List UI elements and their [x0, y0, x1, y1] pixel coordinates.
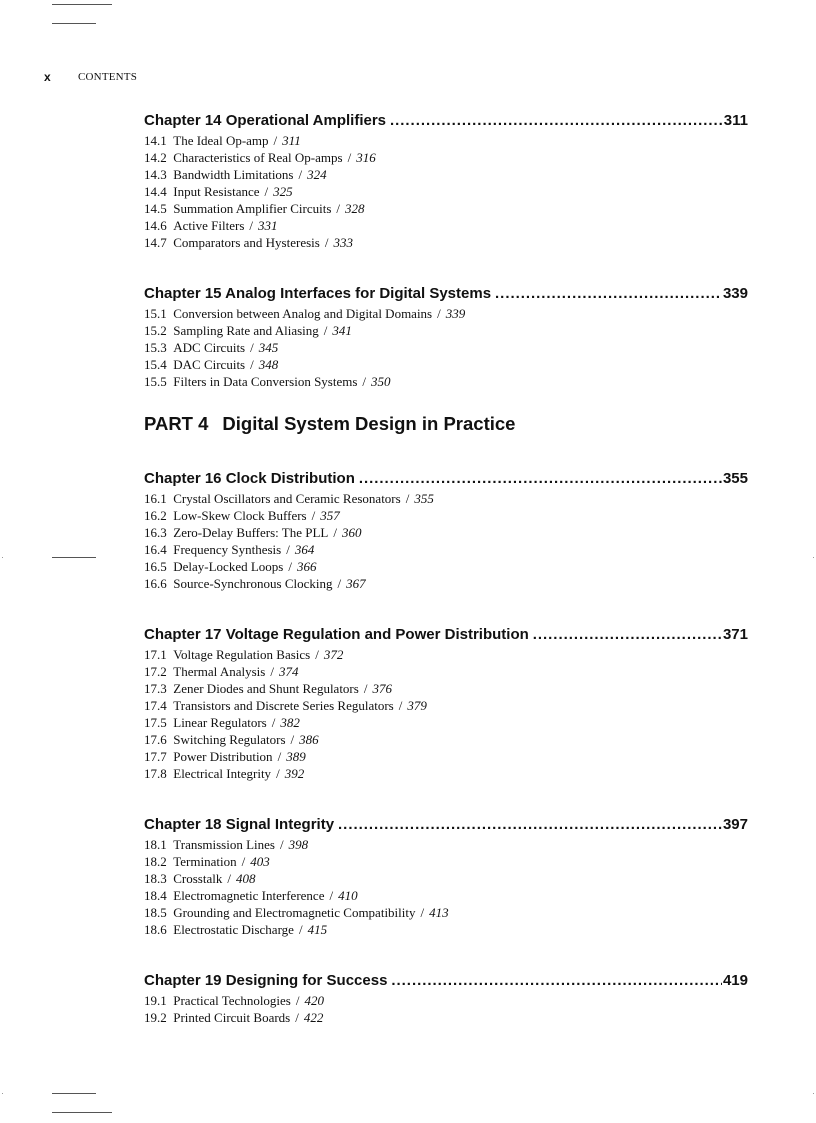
section-page-number: 367 — [346, 576, 366, 591]
separator-slash: / — [363, 681, 368, 696]
chapter-page-number: 311 — [723, 112, 748, 129]
separator-slash: / — [398, 698, 403, 713]
section-title: Low-Skew Clock Buffers — [173, 508, 307, 523]
section-page-number: 366 — [296, 559, 317, 574]
section-entry[interactable] — [144, 149, 748, 166]
crop-mark — [52, 1093, 96, 1094]
section-number: 15.2 — [144, 323, 167, 338]
toc-chapter — [144, 283, 748, 390]
section-number: 18.1 — [144, 837, 167, 852]
section-number: 14.1 — [144, 133, 167, 148]
section-title: Comparators and Hysteresis — [173, 235, 320, 250]
section-number: 14.4 — [144, 184, 167, 199]
toc-chapters-group — [144, 110, 748, 390]
section-entry[interactable] — [144, 575, 748, 592]
section-number: 18.3 — [144, 871, 167, 886]
chapter-title: Chapter 16 Clock Distribution — [144, 470, 355, 487]
separator-slash: / — [362, 374, 367, 389]
separator-slash: / — [333, 525, 337, 540]
section-entry[interactable] — [144, 697, 748, 714]
part-title: Digital System Design in Practice — [222, 413, 516, 434]
section-number: 19.1 — [144, 993, 167, 1008]
section-page-number: 403 — [250, 854, 270, 869]
section-entry[interactable] — [144, 373, 748, 390]
chapter-entry[interactable] — [144, 468, 748, 490]
chapter-title: Chapter 14 Operational Amplifiers — [144, 112, 387, 129]
separator-slash: / — [250, 340, 254, 355]
section-page-number: 410 — [338, 888, 358, 903]
section-entry[interactable] — [144, 1009, 748, 1026]
section-page-number: 422 — [303, 1010, 324, 1025]
toc-chapters-group — [144, 468, 748, 1026]
separator-slash: / — [336, 201, 341, 216]
section-title: Sampling Rate and Aliasing — [173, 323, 319, 338]
section-page-number: 316 — [356, 150, 376, 165]
section-title: Power Distribution — [173, 749, 273, 764]
toc-chapter — [144, 110, 748, 251]
crop-mark — [52, 4, 112, 5]
section-page-number: 386 — [299, 732, 319, 747]
section-entry[interactable] — [144, 646, 748, 663]
registration-tick — [2, 1093, 3, 1094]
section-title: The Ideal Op-amp — [173, 133, 269, 148]
section-title: Input Resistance — [173, 184, 260, 199]
section-page-number: 364 — [294, 542, 315, 557]
registration-tick — [2, 557, 3, 558]
section-entry[interactable] — [144, 322, 748, 339]
section-number: 17.3 — [144, 681, 167, 696]
section-title: Voltage Regulation Basics — [173, 647, 311, 662]
section-list — [144, 836, 748, 938]
separator-slash: / — [271, 715, 276, 730]
separator-slash: / — [337, 576, 342, 591]
section-page-number: 372 — [323, 647, 344, 662]
section-page-number: 325 — [273, 184, 293, 199]
toc-chapter — [144, 970, 748, 1026]
chapter-page-number: 339 — [722, 285, 748, 302]
running-title: CONTENTS — [78, 71, 138, 83]
section-title: Grounding and Electromagnetic Compatibility — [173, 905, 416, 920]
section-entry[interactable] — [144, 992, 748, 1009]
section-title: Active Filters — [173, 218, 245, 233]
chapter-page-number: 371 — [722, 626, 748, 643]
section-number: 17.5 — [144, 715, 167, 730]
separator-slash: / — [286, 542, 290, 557]
separator-slash: / — [295, 1010, 299, 1025]
section-page-number: 333 — [333, 235, 353, 250]
section-entry[interactable] — [144, 200, 748, 217]
section-page-number: 328 — [345, 201, 365, 216]
section-page-number: 374 — [278, 664, 299, 679]
section-number: 15.5 — [144, 374, 167, 389]
registration-tick — [813, 557, 814, 558]
section-title: Crystal Oscillators and Ceramic Resonators — [173, 491, 401, 506]
section-entry[interactable] — [144, 853, 748, 870]
section-number: 14.6 — [144, 218, 167, 233]
section-number: 14.3 — [144, 167, 167, 182]
section-page-number: 398 — [288, 837, 309, 852]
chapter-entry[interactable] — [144, 110, 748, 132]
section-entry[interactable] — [144, 234, 748, 251]
section-page-number: 415 — [307, 922, 328, 937]
toc-chapter — [144, 468, 748, 592]
section-page-number: 357 — [320, 508, 340, 523]
section-number: 17.1 — [144, 647, 167, 662]
page-number: x — [44, 70, 51, 84]
section-title: Electromagnetic Interference — [173, 888, 325, 903]
section-entry[interactable] — [144, 663, 748, 680]
section-number: 16.1 — [144, 491, 167, 506]
dot-leader — [495, 283, 722, 305]
section-title: Linear Regulators — [173, 715, 267, 730]
section-number: 17.2 — [144, 664, 167, 679]
separator-slash: / — [298, 167, 303, 182]
section-entry[interactable] — [144, 356, 748, 373]
section-number: 14.2 — [144, 150, 167, 165]
section-entry[interactable] — [144, 524, 748, 541]
chapter-entry[interactable] — [144, 814, 748, 836]
section-number: 17.7 — [144, 749, 167, 764]
section-number: 19.2 — [144, 1010, 167, 1025]
section-page-number: 350 — [371, 374, 391, 389]
chapter-entry[interactable] — [144, 970, 748, 992]
separator-slash: / — [250, 357, 254, 372]
dot-leader — [391, 970, 722, 992]
separator-slash: / — [329, 888, 334, 903]
section-number: 18.4 — [144, 888, 167, 903]
section-title: Termination — [173, 854, 237, 869]
section-number: 16.3 — [144, 525, 167, 540]
section-list — [144, 992, 748, 1026]
section-number: 16.6 — [144, 576, 167, 591]
section-entry[interactable] — [144, 680, 748, 697]
section-page-number: 360 — [342, 525, 362, 540]
section-number: 17.4 — [144, 698, 167, 713]
separator-slash: / — [295, 993, 300, 1008]
section-entry[interactable] — [144, 870, 748, 887]
section-number: 15.1 — [144, 306, 167, 321]
section-title: Crosstalk — [173, 871, 223, 886]
chapter-entry[interactable] — [144, 624, 748, 646]
chapter-page-number: 397 — [722, 816, 748, 833]
separator-slash: / — [437, 306, 441, 321]
section-number: 17.6 — [144, 732, 167, 747]
section-number: 14.7 — [144, 235, 167, 250]
section-number: 17.8 — [144, 766, 167, 781]
toc-chapter — [144, 624, 748, 782]
section-entry[interactable] — [144, 490, 748, 507]
section-page-number: 392 — [284, 766, 305, 781]
section-entry[interactable] — [144, 731, 748, 748]
crop-mark — [52, 23, 96, 24]
section-title: Transistors and Discrete Series Regulators — [173, 698, 394, 713]
section-title: Summation Amplifier Circuits — [173, 201, 332, 216]
section-title: Zero-Delay Buffers: The PLL — [173, 525, 329, 540]
section-title: Thermal Analysis — [173, 664, 266, 679]
separator-slash: / — [276, 766, 280, 781]
section-number: 18.2 — [144, 854, 167, 869]
crop-mark — [52, 557, 96, 558]
section-number: 18.6 — [144, 922, 167, 937]
section-title: Switching Regulators — [173, 732, 286, 747]
section-title: Practical Technologies — [173, 993, 291, 1008]
section-title: Source-Synchronous Clocking — [173, 576, 333, 591]
section-title: Bandwidth Limitations — [173, 167, 294, 182]
section-list — [144, 305, 748, 390]
toc-chapter — [144, 814, 748, 938]
separator-slash: / — [279, 837, 284, 852]
separator-slash: / — [270, 664, 274, 679]
section-page-number: 341 — [332, 323, 352, 338]
separator-slash: / — [311, 508, 316, 523]
section-entry[interactable] — [144, 836, 748, 853]
separator-slash: / — [249, 218, 254, 233]
section-page-number: 339 — [445, 306, 466, 321]
separator-slash: / — [273, 133, 278, 148]
section-page-number: 345 — [258, 340, 279, 355]
section-list — [144, 490, 748, 592]
section-entry[interactable] — [144, 217, 748, 234]
section-page-number: 324 — [307, 167, 327, 182]
section-list — [144, 132, 748, 251]
separator-slash: / — [290, 732, 295, 747]
separator-slash: / — [241, 854, 246, 869]
dot-leader — [390, 110, 723, 132]
section-entry[interactable] — [144, 558, 748, 575]
section-page-number: 420 — [304, 993, 324, 1008]
section-title: Electrostatic Discharge — [173, 922, 294, 937]
section-entry[interactable] — [144, 183, 748, 200]
section-page-number: 355 — [414, 491, 434, 506]
section-entry[interactable] — [144, 166, 748, 183]
section-title: Conversion between Analog and Digital Domains — [173, 306, 433, 321]
chapter-title: Chapter 19 Designing for Success — [144, 972, 388, 989]
separator-slash: / — [227, 871, 231, 886]
section-list — [144, 646, 748, 782]
section-page-number: 376 — [372, 681, 392, 696]
section-title: Frequency Synthesis — [173, 542, 282, 557]
section-entry[interactable] — [144, 507, 748, 524]
section-title: Transmission Lines — [173, 837, 275, 852]
section-entry[interactable] — [144, 765, 748, 782]
section-number: 18.5 — [144, 905, 167, 920]
separator-slash: / — [405, 491, 410, 506]
dot-leader — [359, 468, 722, 490]
section-page-number: 348 — [258, 357, 279, 372]
section-page-number: 408 — [236, 871, 256, 886]
section-page-number: 379 — [407, 698, 427, 713]
section-entry[interactable] — [144, 887, 748, 904]
toc-body — [144, 110, 748, 1058]
section-title: Electrical Integrity — [173, 766, 272, 781]
section-entry[interactable] — [144, 904, 748, 921]
section-title: DAC Circuits — [173, 357, 246, 372]
separator-slash: / — [288, 559, 292, 574]
dot-leader — [533, 624, 722, 646]
registration-tick — [813, 1093, 814, 1094]
chapter-title: Chapter 17 Voltage Regulation and Power Distribution — [144, 626, 529, 643]
section-page-number: 311 — [282, 133, 301, 148]
separator-slash: / — [323, 323, 328, 338]
section-entry[interactable] — [144, 541, 748, 558]
chapter-entry[interactable] — [144, 283, 748, 305]
separator-slash: / — [298, 922, 303, 937]
part-heading — [144, 410, 748, 438]
chapter-title: Chapter 18 Signal Integrity — [144, 816, 335, 833]
section-number: 15.3 — [144, 340, 167, 355]
separator-slash: / — [324, 235, 329, 250]
section-number: 16.2 — [144, 508, 167, 523]
section-entry[interactable] — [144, 132, 748, 149]
section-number: 16.5 — [144, 559, 167, 574]
section-number: 16.4 — [144, 542, 167, 557]
section-title: Zener Diodes and Shunt Regulators — [173, 681, 359, 696]
section-entry[interactable] — [144, 305, 748, 322]
section-page-number: 413 — [429, 905, 449, 920]
chapter-page-number: 355 — [722, 470, 748, 487]
section-title: Delay-Locked Loops — [173, 559, 284, 574]
section-title: ADC Circuits — [173, 340, 246, 355]
section-entry[interactable] — [144, 748, 748, 765]
section-title: Filters in Data Conversion Systems — [173, 374, 358, 389]
part-label: PART 4 — [144, 413, 209, 434]
section-entry[interactable] — [144, 714, 748, 731]
section-number: 14.5 — [144, 201, 167, 216]
section-page-number: 382 — [280, 715, 300, 730]
separator-slash: / — [277, 749, 282, 764]
separator-slash: / — [264, 184, 269, 199]
separator-slash: / — [420, 905, 425, 920]
dot-leader — [338, 814, 722, 836]
section-title: Printed Circuit Boards — [173, 1010, 291, 1025]
section-title: Characteristics of Real Op-amps — [173, 150, 343, 165]
section-number: 15.4 — [144, 357, 167, 372]
chapter-page-number: 419 — [722, 972, 748, 989]
section-page-number: 331 — [258, 218, 278, 233]
crop-mark — [52, 1112, 112, 1113]
chapter-title: Chapter 15 Analog Interfaces for Digital Systems — [144, 285, 492, 302]
section-page-number: 389 — [286, 749, 306, 764]
section-entry[interactable] — [144, 921, 748, 938]
separator-slash: / — [315, 647, 319, 662]
section-entry[interactable] — [144, 339, 748, 356]
separator-slash: / — [347, 150, 352, 165]
